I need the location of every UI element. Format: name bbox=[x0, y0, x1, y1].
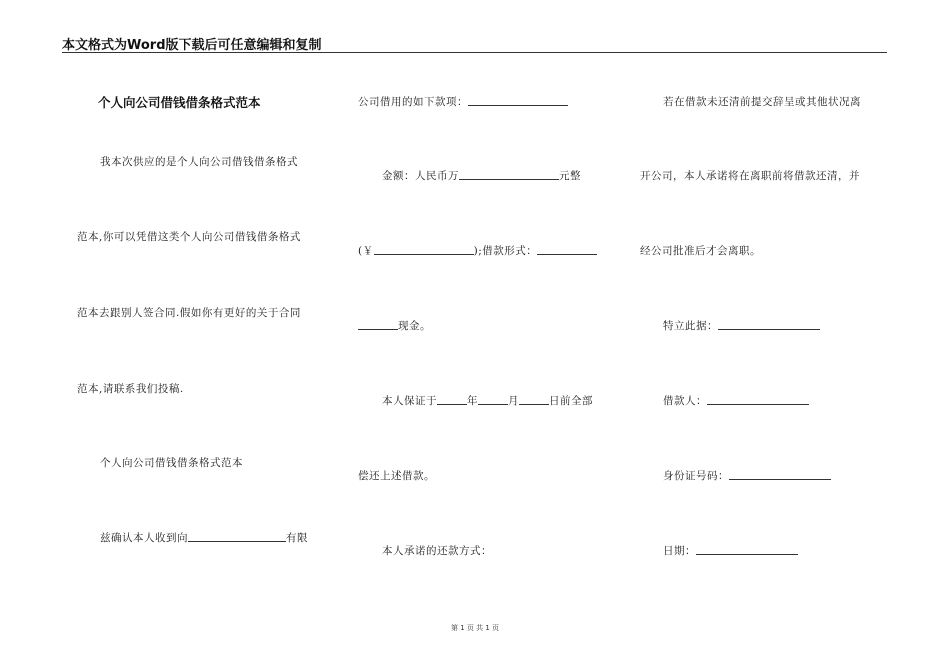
yen-prefix: (￥ bbox=[358, 245, 374, 257]
repay-date-prefix: 本人保证于 bbox=[382, 395, 437, 407]
confirmation-text-start: 兹确认本人收到向 bbox=[100, 532, 188, 544]
borrower-label: 借款人： bbox=[663, 395, 707, 407]
statement-blank[interactable] bbox=[718, 319, 820, 330]
header-text: 本文格式为Word版下载后可任意编辑和复制 bbox=[62, 38, 322, 53]
id-number-blank[interactable] bbox=[729, 469, 831, 480]
cash-line bbox=[358, 318, 431, 333]
confirmation-text-end: 有限 bbox=[286, 532, 308, 544]
loan-form-blank[interactable] bbox=[537, 244, 597, 255]
subtitle-line: 个人向公司借钱借条格式范本 bbox=[100, 457, 243, 469]
statement-line bbox=[663, 318, 820, 333]
repay-date-line bbox=[382, 393, 593, 408]
id-number-line bbox=[663, 468, 831, 483]
loan-items-line bbox=[358, 94, 568, 109]
confirmation-line bbox=[100, 530, 308, 545]
resignation-line-1: 若在借款未还清前提交辞呈或其他状况离 bbox=[663, 96, 861, 108]
loan-items-blank[interactable] bbox=[468, 95, 568, 106]
amount-unit: 元整 bbox=[559, 170, 581, 182]
loan-items-label: 公司借用的如下款项： bbox=[358, 96, 468, 108]
paragraph-line: 范本,请联系我们投稿. bbox=[77, 383, 184, 395]
amount-line bbox=[382, 168, 581, 183]
id-number-label: 身份证号码： bbox=[663, 470, 729, 482]
page-footer: 第 1 页 共 1 页 bbox=[450, 624, 500, 632]
resignation-line-2: 开公司，本人承诺将在离职前将借款还清，并 bbox=[640, 170, 860, 182]
amount-label: 金额：人民币万 bbox=[382, 170, 459, 182]
day-blank[interactable] bbox=[519, 394, 549, 405]
borrower-blank[interactable] bbox=[707, 394, 809, 405]
amount-figures-line bbox=[358, 243, 597, 258]
paragraph-line: 我本次供应的是个人向公司借钱借条格式 bbox=[100, 156, 298, 168]
date-blank[interactable] bbox=[696, 544, 798, 555]
repay-line: 偿还上述借款。 bbox=[358, 470, 435, 482]
month-label: 月 bbox=[508, 395, 519, 407]
loan-form-label: );借款形式： bbox=[473, 245, 538, 257]
cash-blank[interactable] bbox=[358, 319, 398, 330]
date-line bbox=[663, 543, 798, 558]
year-label: 年 bbox=[467, 395, 478, 407]
borrower-line bbox=[663, 393, 809, 408]
lender-company-blank[interactable] bbox=[188, 531, 286, 542]
year-blank[interactable] bbox=[437, 394, 467, 405]
day-label: 日前全部 bbox=[549, 395, 593, 407]
amount-blank[interactable] bbox=[459, 169, 559, 180]
repay-method-line: 本人承诺的还款方式： bbox=[382, 545, 492, 557]
page-header bbox=[62, 34, 887, 53]
amount-figures-blank[interactable] bbox=[374, 244, 474, 255]
statement-label: 特立此据： bbox=[663, 320, 718, 332]
document-title: 个人向公司借钱借条格式范本 bbox=[98, 95, 261, 110]
paragraph-line: 范本去跟别人签合同.假如你有更好的关于合同 bbox=[77, 307, 301, 319]
resignation-line-3: 经公司批准后才会离职。 bbox=[640, 245, 761, 257]
month-blank[interactable] bbox=[478, 394, 508, 405]
date-label: 日期： bbox=[663, 545, 696, 557]
paragraph-line: 范本,你可以凭借这类个人向公司借钱借条格式 bbox=[77, 231, 301, 243]
cash-text: 现金。 bbox=[398, 320, 431, 332]
